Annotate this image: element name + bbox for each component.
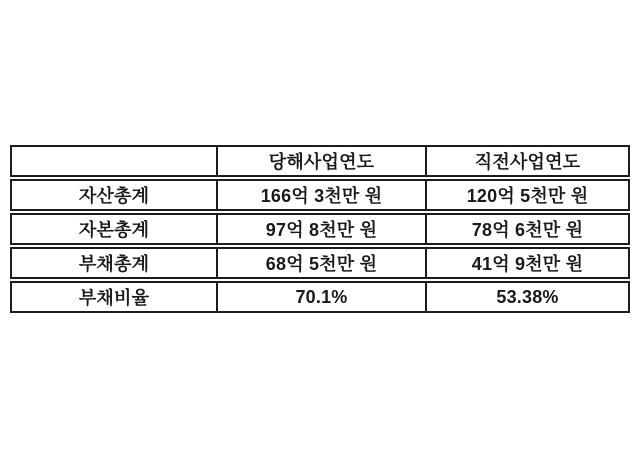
row-label: 부채총계 xyxy=(78,254,150,274)
table-row-debt-ratio xyxy=(10,281,630,313)
table-row-total-capital xyxy=(10,213,630,245)
value-previous: 53.38% xyxy=(425,283,628,311)
value-current: 70.1% xyxy=(216,283,425,311)
header-cell-previous-year: 직전사업연도 xyxy=(425,147,628,175)
value-previous: 78억 6천만 원 xyxy=(425,215,628,243)
header-cell-empty xyxy=(12,147,216,175)
value-previous: 41억 9천만 원 xyxy=(425,249,628,277)
table-row-total-assets xyxy=(10,179,630,211)
value-current: 97억 8천만 원 xyxy=(216,215,425,243)
row-label: 부채비율 xyxy=(78,288,150,308)
row-label: 자산총계 xyxy=(78,186,150,206)
row-label: 자본총계 xyxy=(78,220,150,240)
value-current: 166억 3천만 원 xyxy=(216,181,425,209)
header-cell-current-year: 당해사업연도 xyxy=(216,147,425,175)
table-header-row xyxy=(10,145,630,177)
value-current: 68억 5천만 원 xyxy=(216,249,425,277)
table-row-total-liabilities xyxy=(10,247,630,279)
value-previous: 120억 5천만 원 xyxy=(425,181,628,209)
financial-summary-table xyxy=(10,145,630,313)
